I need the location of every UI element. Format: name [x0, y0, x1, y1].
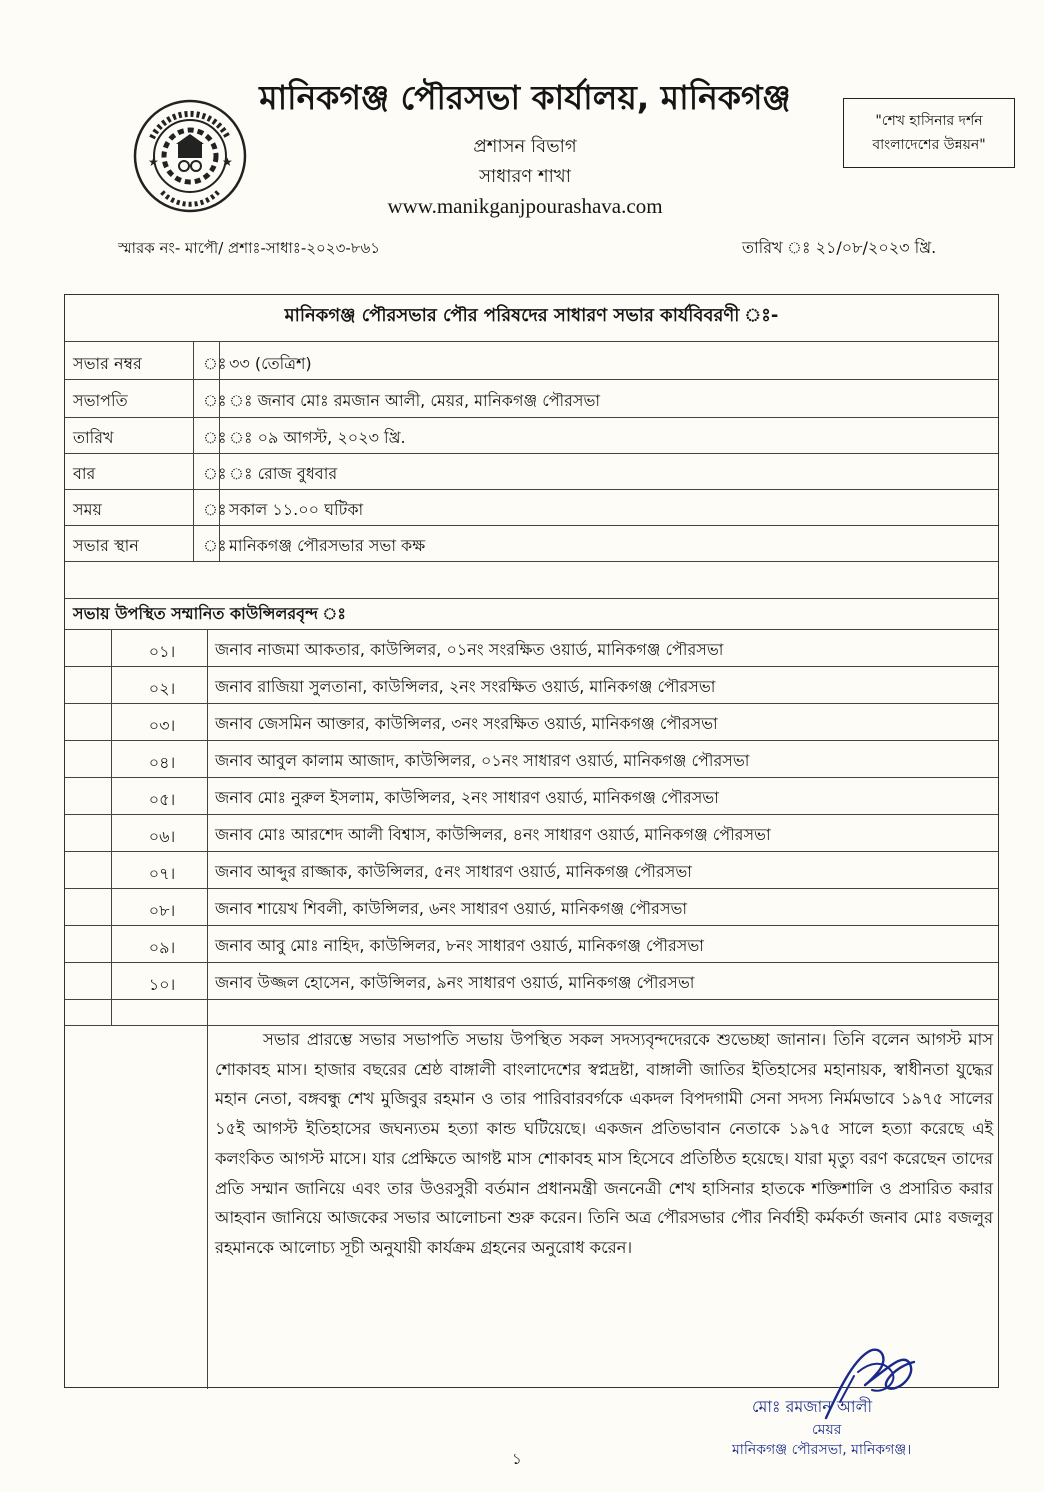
councillor-number: ০৫।	[148, 790, 176, 809]
date-label: তারিখ	[73, 428, 114, 447]
venue-label: সভার স্থান	[73, 536, 139, 555]
colon: ঃ	[203, 464, 227, 483]
colon: ঃ	[203, 428, 227, 447]
time-label: সময়	[73, 500, 102, 519]
row-divider	[65, 561, 998, 562]
councillor-number: ০৩।	[148, 716, 176, 735]
slogan-line-2: বাংলাদেশের উন্নয়ন"	[872, 137, 986, 153]
councillor-number: ০৬।	[148, 827, 176, 846]
row-divider	[65, 925, 998, 926]
row-divider	[65, 851, 998, 852]
councillor-name: জনাব উজ্জল হোসেন, কাউন্সিলর, ৯নং সাধারণ ওয়ার্ড, মানিকগঞ্জ পৌরসভা	[215, 973, 695, 992]
councillor-number: ০৪।	[148, 753, 176, 772]
meeting-number-label: সভার নম্বর	[73, 354, 142, 373]
row-divider	[65, 629, 998, 630]
meeting-number-value: ৩৩ (তেত্রিশ)	[229, 354, 312, 373]
day-label: বার	[73, 464, 96, 483]
councillor-name: জনাব আব্দুর রাজ্জাক, কাউন্সিলর, ৫নং সাধারণ ওয়ার্ড, মানিকগঞ্জ পৌরসভা	[215, 862, 692, 881]
row-divider	[65, 888, 998, 889]
councillor-name: জনাব রাজিয়া সুলতানা, কাউন্সিলর, ২নং সংরক্ষিত ওয়ার্ড, মানিকগঞ্জ পৌরসভা	[215, 677, 716, 696]
councillor-number: ১০।	[148, 975, 176, 994]
councillor-name: জনাব মোঃ নুরুল ইসলাম, কাউন্সিলর, ২নং সাধারণ ওয়ার্ড, মানিকগঞ্জ পৌরসভা	[215, 788, 719, 807]
councillor-number: ০৯।	[148, 938, 176, 957]
colon: ঃ	[203, 354, 227, 373]
chairperson-value: ঃ জনাব মোঃ রমজান আলী, মেয়র, মানিকগঞ্জ পৌরসভা	[229, 391, 601, 410]
councillor-name: জনাব আবুল কালাম আজাদ, কাউন্সিলর, ০১নং সাধারণ ওয়ার্ড, মানিকগঞ্জ পৌরসভা	[215, 751, 750, 770]
councillor-number: ০৭।	[148, 864, 176, 883]
minutes-paragraph: সভার প্রারম্ভে সভার সভাপতি সভায় উপস্থিত সকল সদস্যবৃন্দদেরকে শুভেচ্ছা জানান। তিনি বলেন আগস্ট মাস শোকাবহ মাস। হাজার বছরের শ্রেষ্ঠ বাঙ্গালী বাংলাদেশের স্বপ্নদ্রষ্টা, বাঙ্গালী জাতির ইতিহাসের মহানায়ক, স্বাধীনতা যুদ্ধের মহান নেতা, বঙ্গবন্ধু শেখ মুজিবুর রহমান ও তার পারিবারবর্গকে একদল বিপদগামী সেনা সদস্য নির্মমভাবে ১৯৭৫ সালের ১৫ই আগস্ট ইতিহাসের জঘন্যতম হত্যা কান্ড ঘটিয়েছে। একজন প্রতিভাবান নেতাকে ১৯৭৫ সালে হত্যা করেছে এই কলংকিত আগস্ট মাসে। যার প্রেক্ষিতে আগষ্ট মাস শোকাবহ মাস হিসেবে প্রতিষ্ঠিত হয়েছে। যারা মৃত্যু বরণ করেছেন তাদের প্রতি সম্মান জানিয়ে এবং তার উওরসুরী বর্তমান প্রধানমন্ত্রী জননেত্রী শেখ হাসিনার হাতকে শক্তিশালি ও প্রসারিত করার আহবান জানিয়ে আজকের সভার আলোচনা শুরু করেন। তিনি অত্র পৌরসভার পৌর নির্বাহী কর্মকর্তা জনাব মোঃ বজলুর রহমানকে আলোচ্য সূচী অনুযায়ী কার্যক্রম গ্রহনের অনুরোধ করেন।	[215, 1030, 993, 1257]
colon: ঃ	[203, 391, 227, 410]
department-line: প্রশাসন বিভাগ	[473, 136, 577, 157]
document-date: তারিখ ঃ ২১/০৮/২০২৩ খ্রি.	[742, 238, 937, 257]
councillor-number: ০১।	[148, 642, 176, 661]
venue-value: মানিকগঞ্জ পৌরসভার সভা কক্ষ	[229, 536, 426, 555]
row-divider	[65, 740, 998, 741]
slogan-box	[843, 98, 1015, 168]
column-divider	[111, 629, 112, 1025]
office-title: মানিকগঞ্জ পৌরসভা কার্যালয়, মানিকগঞ্জ	[259, 78, 791, 117]
date-value: ঃ ০৯ আগস্ট, ২০২৩ খ্রি.	[229, 428, 406, 447]
row-divider	[65, 598, 998, 599]
councillor-name: জনাব জেসমিন আক্তার, কাউন্সিলর, ৩নং সংরক্ষিত ওয়ার্ড, মানিকগঞ্জ পৌরসভা	[215, 714, 718, 733]
attendance-heading: সভায় উপস্থিত সম্মানিত কাউন্সিলরবৃন্দ ঃ	[73, 604, 346, 623]
row-divider	[65, 999, 998, 1000]
colon: ঃ	[203, 500, 227, 519]
row-divider	[65, 341, 998, 342]
table-heading: মানিকগঞ্জ পৌরসভার পৌর পরিষদের সাধারণ সভার কার্যবিবরণী ঃ-	[284, 305, 779, 326]
slogan-line-1: "শেখ হাসিনার দর্শন	[875, 113, 983, 129]
svg-text:★: ★	[148, 155, 159, 169]
row-divider	[65, 962, 998, 963]
councillor-name: জনাব মোঃ আরশেদ আলী বিশ্বাস, কাউন্সিলর, ৪নং সাধারণ ওয়ার্ড, মানিকগঞ্জ পৌরসভা	[215, 825, 771, 844]
memo-number: স্মারক নং- মাপৌ/ প্রশাঃ-সাধাঃ-২০২৩-৮৬১	[118, 239, 380, 257]
time-value: সকাল ১১.০০ ঘটিকা	[229, 500, 364, 519]
councillor-name: জনাব শায়েখ শিবলী, কাউন্সিলর, ৬নং সাধারণ ওয়ার্ড, মানিকগঞ্জ পৌরসভা	[215, 899, 688, 918]
row-divider	[65, 703, 998, 704]
signatory-title: মেয়র	[812, 1422, 842, 1438]
chairperson-label: সভাপতি	[73, 391, 128, 410]
colon: ঃ	[203, 536, 227, 555]
row-divider	[65, 417, 998, 418]
councillor-number: ০২।	[148, 679, 176, 698]
councillor-name: জনাব নাজমা আকতার, কাউন্সিলর, ০১নং সংরক্ষিত ওয়ার্ড, মানিকগঞ্জ পৌরসভা	[215, 640, 724, 659]
minutes-table	[64, 294, 999, 1388]
signatory-name: মোঃ রমজান আলী	[752, 1397, 873, 1416]
branch-line: সাধারণ শাখা	[479, 166, 571, 187]
signatory-office: মানিকগঞ্জ পৌরসভা, মানিকগঞ্জ।	[732, 1442, 912, 1458]
councillor-name: জনাব আবু মোঃ নাহিদ, কাউন্সিলর, ৮নং সাধারণ ওয়ার্ড, মানিকগঞ্জ পৌরসভা	[215, 936, 704, 955]
website-link[interactable]: www.manikganjpourashava.com	[387, 194, 663, 218]
row-divider	[65, 777, 998, 778]
page-number: ১	[512, 1450, 522, 1468]
row-divider	[65, 666, 998, 667]
row-divider	[65, 453, 998, 454]
row-divider	[65, 525, 998, 526]
column-divider	[193, 341, 194, 561]
row-divider	[65, 489, 998, 490]
row-divider	[65, 814, 998, 815]
svg-text:★: ★	[222, 155, 233, 169]
councillor-number: ০৮।	[148, 901, 176, 920]
municipality-seal-logo	[132, 98, 248, 214]
day-value: ঃ রোজ বুধবার	[229, 464, 338, 483]
column-divider	[207, 629, 208, 1389]
row-divider	[65, 379, 998, 380]
